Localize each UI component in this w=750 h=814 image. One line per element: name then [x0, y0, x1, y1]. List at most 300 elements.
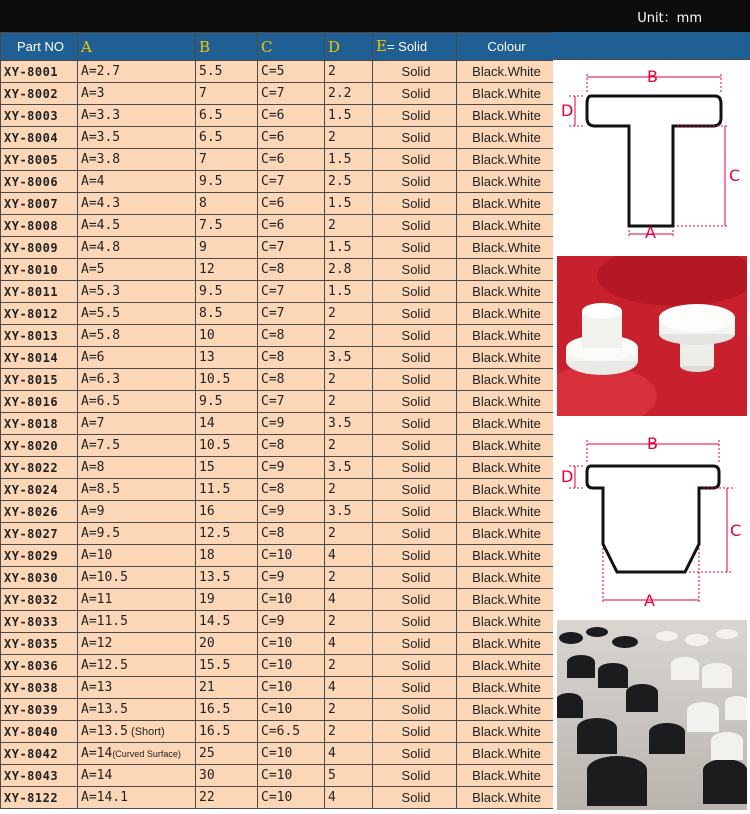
cell-a-text: A=6.5 — [81, 393, 121, 409]
cell-b — [196, 347, 258, 369]
cell-e-solid — [373, 457, 457, 479]
cell-b — [196, 457, 258, 479]
header-colour: Colour — [457, 33, 554, 61]
cell-colour-text: Black.White — [472, 371, 541, 387]
cell-b — [196, 721, 258, 743]
cell-e-solid — [373, 347, 457, 369]
cell-c — [258, 699, 325, 721]
cell-colour-text: Black.White — [472, 283, 541, 299]
cell-d — [325, 435, 373, 457]
cell-colour-text: Black.White — [472, 657, 541, 673]
cell-b-text: 9.5 — [199, 393, 223, 409]
cell-b-text: 7 — [199, 151, 207, 167]
cell-b-text: 10.5 — [199, 437, 231, 453]
cell-part-no — [1, 149, 78, 171]
cell-c-text: C=7 — [261, 283, 285, 299]
cell-part-no — [1, 743, 78, 765]
cell-e-solid-text: Solid — [401, 635, 431, 651]
cell-d-text: 1.5 — [328, 239, 352, 255]
cell-part-no — [1, 721, 78, 743]
cell-e-solid — [373, 105, 457, 127]
table-row — [1, 83, 554, 105]
cell-part-no — [1, 105, 78, 127]
cell-b — [196, 765, 258, 787]
table-row — [1, 61, 554, 83]
cell-part-no — [1, 193, 78, 215]
table-row — [1, 765, 554, 787]
cell-c-text: C=6 — [261, 151, 285, 167]
cell-c — [258, 545, 325, 567]
table-row — [1, 237, 554, 259]
cell-colour-text: Black.White — [472, 261, 541, 277]
cell-a — [78, 655, 196, 677]
cell-part-no-text: XY-8008 — [4, 218, 59, 233]
table-row — [1, 149, 554, 171]
cell-a-text: A=11.5 — [81, 613, 128, 629]
cell-d — [325, 765, 373, 787]
diagram1-label-a: A — [645, 223, 656, 238]
cell-b — [196, 413, 258, 435]
cell-part-no — [1, 127, 78, 149]
cell-b — [196, 281, 258, 303]
cell-e-solid-text: Solid — [401, 129, 431, 145]
cell-c — [258, 171, 325, 193]
cell-d-text: 2.2 — [328, 85, 352, 101]
cell-d-text: 2 — [328, 217, 336, 233]
diagram1-label-b: B — [647, 67, 658, 86]
cell-part-no-text: XY-8012 — [4, 306, 59, 321]
cell-part-no — [1, 501, 78, 523]
cell-e-solid-text: Solid — [401, 723, 431, 739]
cell-c — [258, 61, 325, 83]
cell-d-text: 2 — [328, 569, 336, 585]
cell-colour-text: Black.White — [472, 767, 541, 783]
cell-b — [196, 325, 258, 347]
cell-colour-text: Black.White — [472, 415, 541, 431]
cell-colour-text: Black.White — [472, 107, 541, 123]
cell-b — [196, 303, 258, 325]
cell-part-no-text: XY-8005 — [4, 152, 59, 167]
cell-part-no-text: XY-8014 — [4, 350, 59, 365]
cell-e-solid-text: Solid — [401, 63, 431, 79]
header-e-text: = Solid — [386, 39, 428, 54]
cell-part-no-text: XY-8035 — [4, 636, 59, 651]
cell-b — [196, 743, 258, 765]
cell-d-text: 3.5 — [328, 415, 352, 431]
cell-b — [196, 369, 258, 391]
cell-a-text: A=3.3 — [81, 107, 121, 123]
cell-colour-text: Black.White — [472, 195, 541, 211]
cell-a — [78, 171, 196, 193]
cell-a-text: A=9 — [81, 503, 105, 519]
cell-colour-text: Black.White — [472, 129, 541, 145]
cell-colour — [457, 633, 554, 655]
cell-colour — [457, 567, 554, 589]
cell-e-solid-text: Solid — [401, 701, 431, 717]
cell-e-solid — [373, 391, 457, 413]
cell-colour — [457, 369, 554, 391]
cell-colour — [457, 237, 554, 259]
cell-a-text: A=3 — [81, 85, 105, 101]
cell-d-text: 2 — [328, 481, 336, 497]
table-row — [1, 369, 554, 391]
table-row — [1, 391, 554, 413]
cell-part-no-text: XY-8026 — [4, 504, 59, 519]
header-e-solid — [373, 33, 457, 61]
table-row — [1, 787, 554, 809]
cell-colour-text: Black.White — [472, 547, 541, 563]
cell-c-text: C=6 — [261, 129, 285, 145]
cell-d — [325, 369, 373, 391]
cell-colour — [457, 523, 554, 545]
cell-part-no — [1, 325, 78, 347]
cell-d-text: 4 — [328, 679, 336, 695]
cell-colour — [457, 589, 554, 611]
cell-b-text: 9.5 — [199, 283, 223, 299]
cell-b — [196, 545, 258, 567]
cell-b — [196, 479, 258, 501]
cell-d-text: 3.5 — [328, 459, 352, 475]
cell-colour-text: Black.White — [472, 701, 541, 717]
top-bar — [0, 0, 750, 32]
cell-d-text: 2 — [328, 393, 336, 409]
cell-a-note: (Curved Surface) — [112, 748, 181, 759]
cell-e-solid-text: Solid — [401, 195, 431, 211]
cell-e-solid — [373, 171, 457, 193]
cell-a-text: A=13.5 — [81, 723, 128, 739]
cell-colour — [457, 457, 554, 479]
cell-a-note: (Short) — [127, 725, 165, 738]
cell-c — [258, 391, 325, 413]
cell-c — [258, 523, 325, 545]
cell-part-no — [1, 699, 78, 721]
cell-d-text: 2.5 — [328, 173, 352, 189]
cell-colour — [457, 699, 554, 721]
cell-c — [258, 281, 325, 303]
cell-part-no-text: XY-8007 — [4, 196, 59, 211]
cell-b-text: 8.5 — [199, 305, 223, 321]
cell-b — [196, 237, 258, 259]
header-d: D — [325, 33, 373, 61]
cell-e-solid — [373, 83, 457, 105]
table-row — [1, 303, 554, 325]
cell-a — [78, 699, 196, 721]
cell-colour — [457, 215, 554, 237]
cell-e-solid-text: Solid — [401, 217, 431, 233]
cell-e-solid — [373, 435, 457, 457]
cell-colour — [457, 545, 554, 567]
cell-c-text: C=9 — [261, 415, 285, 431]
cell-e-solid — [373, 589, 457, 611]
cell-b — [196, 259, 258, 281]
cell-e-solid-text: Solid — [401, 261, 431, 277]
cell-c — [258, 413, 325, 435]
cell-a — [78, 677, 196, 699]
cell-colour-text: Black.White — [472, 305, 541, 321]
cell-a — [78, 523, 196, 545]
cell-colour-text: Black.White — [472, 481, 541, 497]
cell-a-text: A=10 — [81, 547, 113, 563]
cell-a-text: A=7.5 — [81, 437, 121, 453]
header-c: C — [258, 33, 325, 61]
cell-e-solid — [373, 523, 457, 545]
cell-part-no — [1, 369, 78, 391]
cell-a — [78, 391, 196, 413]
cell-a — [78, 589, 196, 611]
cell-b-text: 6.5 — [199, 107, 223, 123]
cell-a — [78, 215, 196, 237]
cell-d — [325, 303, 373, 325]
cell-d — [325, 545, 373, 567]
cell-c — [258, 303, 325, 325]
cell-a — [78, 61, 196, 83]
cell-c-text: C=5 — [261, 63, 285, 79]
cell-a — [78, 281, 196, 303]
cell-part-no — [1, 479, 78, 501]
cell-d — [325, 347, 373, 369]
cell-colour — [457, 303, 554, 325]
cell-a — [78, 127, 196, 149]
cell-a — [78, 501, 196, 523]
cell-colour-text: Black.White — [472, 459, 541, 475]
cell-d — [325, 259, 373, 281]
cell-part-no-text: XY-8015 — [4, 372, 59, 387]
cell-d-text: 2 — [328, 657, 336, 673]
diagram2-label-c: C — [730, 521, 742, 540]
cell-b — [196, 215, 258, 237]
cell-c — [258, 259, 325, 281]
cell-part-no-text: XY-8030 — [4, 570, 59, 585]
cell-part-no-text: XY-8036 — [4, 658, 59, 673]
cell-e-solid — [373, 655, 457, 677]
cell-a-text: A=6.3 — [81, 371, 121, 387]
table-row — [1, 743, 554, 765]
cell-colour — [457, 61, 554, 83]
cell-c — [258, 721, 325, 743]
cell-b-text: 30 — [199, 767, 215, 783]
cell-d — [325, 655, 373, 677]
cell-c — [258, 589, 325, 611]
cell-a-text: A=12.5 — [81, 657, 128, 673]
cell-colour — [457, 787, 554, 809]
cell-e-solid — [373, 149, 457, 171]
cell-e-solid — [373, 303, 457, 325]
cell-part-no-text: XY-8020 — [4, 438, 59, 453]
cell-c-text: C=10 — [261, 789, 293, 805]
cell-a-text: A=3.5 — [81, 129, 121, 145]
cell-b — [196, 83, 258, 105]
cell-c — [258, 611, 325, 633]
cell-a-text: A=5.3 — [81, 283, 121, 299]
cell-a — [78, 633, 196, 655]
cell-b — [196, 523, 258, 545]
cell-a-text: A=14 — [81, 745, 113, 761]
cell-a — [78, 721, 196, 743]
cell-a-text: A=3.8 — [81, 151, 121, 167]
cell-a — [78, 347, 196, 369]
cell-d — [325, 149, 373, 171]
cell-d-text: 1.5 — [328, 195, 352, 211]
cell-b — [196, 589, 258, 611]
cell-d-text: 2 — [328, 723, 336, 739]
cell-part-no — [1, 303, 78, 325]
cell-colour-text: Black.White — [472, 591, 541, 607]
cell-a — [78, 435, 196, 457]
cell-colour — [457, 149, 554, 171]
cell-c-text: C=7 — [261, 305, 285, 321]
cell-d-text: 2 — [328, 305, 336, 321]
cell-d-text: 1.5 — [328, 151, 352, 167]
cell-colour-text: Black.White — [472, 173, 541, 189]
cell-part-no-text: XY-8032 — [4, 592, 59, 607]
cell-b — [196, 193, 258, 215]
cell-d-text: 1.5 — [328, 107, 352, 123]
cell-b-text: 15 — [199, 459, 215, 475]
cell-e-solid — [373, 699, 457, 721]
cell-b-text: 11.5 — [199, 481, 231, 497]
cell-a — [78, 545, 196, 567]
cell-a-text: A=11 — [81, 591, 113, 607]
table-row — [1, 589, 554, 611]
cell-colour — [457, 391, 554, 413]
cell-d-text: 4 — [328, 547, 336, 563]
cell-colour-text: Black.White — [472, 151, 541, 167]
cell-d-text: 2 — [328, 525, 336, 541]
cell-b-text: 16 — [199, 503, 215, 519]
cell-b — [196, 567, 258, 589]
table-row — [1, 259, 554, 281]
cell-d — [325, 611, 373, 633]
cell-part-no-text: XY-8006 — [4, 174, 59, 189]
cell-c — [258, 787, 325, 809]
cell-part-no-text: XY-8027 — [4, 526, 59, 541]
cell-d-text: 2 — [328, 701, 336, 717]
cell-a-text: A=4.3 — [81, 195, 121, 211]
cell-c-text: C=7 — [261, 239, 285, 255]
cell-c — [258, 83, 325, 105]
cell-e-solid-text: Solid — [401, 459, 431, 475]
table-row — [1, 479, 554, 501]
cell-e-solid — [373, 413, 457, 435]
cell-a — [78, 105, 196, 127]
cell-part-no-text: XY-8040 — [4, 724, 59, 739]
cell-c-text: C=8 — [261, 327, 285, 343]
cell-colour-text: Black.White — [472, 239, 541, 255]
cell-a-text: A=14 — [81, 767, 113, 783]
t-plug-diagram — [557, 66, 747, 238]
cell-c-text: C=10 — [261, 591, 293, 607]
cell-colour — [457, 721, 554, 743]
cell-b-text: 21 — [199, 679, 215, 695]
cell-colour — [457, 501, 554, 523]
cell-part-no — [1, 435, 78, 457]
table-row — [1, 611, 554, 633]
cell-part-no — [1, 787, 78, 809]
cell-a-text: A=5.8 — [81, 327, 121, 343]
table-row — [1, 721, 554, 743]
cell-a — [78, 303, 196, 325]
cell-part-no-text: XY-8003 — [4, 108, 59, 123]
cell-colour-text: Black.White — [472, 327, 541, 343]
cell-b — [196, 677, 258, 699]
cell-d — [325, 479, 373, 501]
cell-d-text: 2 — [328, 437, 336, 453]
cell-colour-text: Black.White — [472, 85, 541, 101]
cell-colour — [457, 325, 554, 347]
cell-part-no — [1, 391, 78, 413]
cell-colour — [457, 655, 554, 677]
cell-b — [196, 501, 258, 523]
cell-e-solid-text: Solid — [401, 591, 431, 607]
cell-b-text: 15.5 — [199, 657, 231, 673]
cell-colour-text: Black.White — [472, 437, 541, 453]
cell-d-text: 2 — [328, 327, 336, 343]
cell-a — [78, 743, 196, 765]
cell-c-text: C=8 — [261, 371, 285, 387]
cell-b-text: 5.5 — [199, 63, 223, 79]
cell-d — [325, 523, 373, 545]
table-row — [1, 215, 554, 237]
cell-c-text: C=8 — [261, 437, 285, 453]
cell-d — [325, 193, 373, 215]
cell-e-solid-text: Solid — [401, 107, 431, 123]
cell-e-solid — [373, 369, 457, 391]
table-row — [1, 523, 554, 545]
cell-colour — [457, 677, 554, 699]
cell-c — [258, 501, 325, 523]
cell-b-text: 12.5 — [199, 525, 231, 541]
cell-b-text: 13.5 — [199, 569, 231, 585]
cell-colour-text: Black.White — [472, 789, 541, 805]
cell-c — [258, 325, 325, 347]
cell-d — [325, 215, 373, 237]
cell-a — [78, 325, 196, 347]
cell-d-text: 2 — [328, 129, 336, 145]
cell-d — [325, 457, 373, 479]
cell-part-no — [1, 237, 78, 259]
cell-d — [325, 281, 373, 303]
cell-c-text: C=9 — [261, 459, 285, 475]
cell-c — [258, 105, 325, 127]
cell-d — [325, 61, 373, 83]
cell-d — [325, 127, 373, 149]
cell-d-text: 4 — [328, 745, 336, 761]
cell-part-no — [1, 655, 78, 677]
cell-colour — [457, 83, 554, 105]
table-header-row — [1, 33, 554, 61]
cell-c-text: C=10 — [261, 701, 293, 717]
cell-e-solid-text: Solid — [401, 525, 431, 541]
cell-e-solid — [373, 193, 457, 215]
cell-part-no-text: XY-8010 — [4, 262, 59, 277]
cell-e-solid-text: Solid — [401, 327, 431, 343]
cell-part-no-text: XY-8024 — [4, 482, 59, 497]
cell-colour-text: Black.White — [472, 349, 541, 365]
table-row — [1, 325, 554, 347]
cell-c-text: C=6 — [261, 107, 285, 123]
cell-e-solid — [373, 61, 457, 83]
cell-c-text: C=6 — [261, 217, 285, 233]
cell-d — [325, 699, 373, 721]
cell-colour — [457, 105, 554, 127]
cell-b — [196, 61, 258, 83]
cell-part-no — [1, 677, 78, 699]
cell-a-text: A=4.5 — [81, 217, 121, 233]
cell-d-text: 2.8 — [328, 261, 352, 277]
cell-b — [196, 127, 258, 149]
table-row — [1, 171, 554, 193]
table-row — [1, 105, 554, 127]
